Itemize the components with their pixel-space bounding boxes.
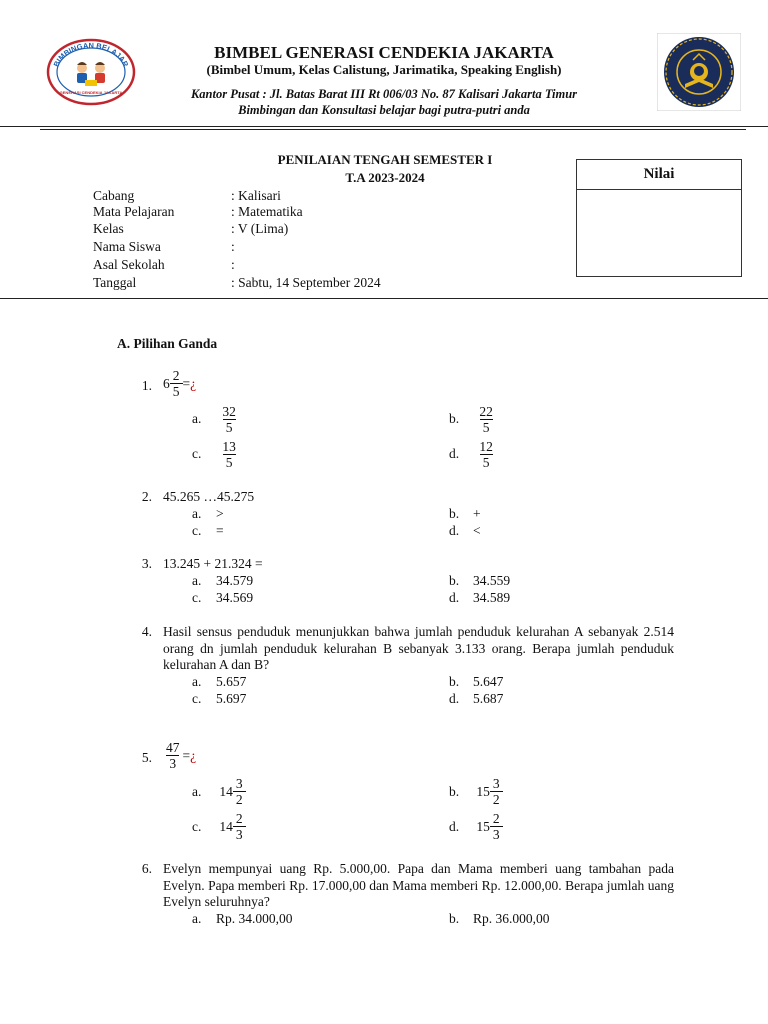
option-whole: 15 — [476, 818, 490, 834]
q6-text: Evelyn mempunyai uang Rp. 5.000,00. Papa dan Mama memberi uang tambahan pada Evelyn. Papa memberi Rp. 17.000,00 dan Mama memberi Rp. 12.000,00. Berapa jumlah uang Evelyn seluruhnya? — [163, 861, 674, 909]
option-label: c. — [192, 445, 202, 461]
score-box-label: Nilai — [577, 160, 741, 190]
q1-whole: 6 — [163, 375, 170, 391]
option-label: b. — [449, 911, 460, 926]
logo-arc-text: BIMBINGAN BELAJAR — [51, 40, 131, 69]
q3-option-a[interactable] — [192, 573, 253, 589]
q1-option-a[interactable] — [192, 404, 239, 435]
option-whole: 15 — [476, 783, 490, 799]
q1-equals: = — [182, 375, 191, 391]
q1-expression — [163, 368, 196, 399]
q5-number: 5. — [141, 750, 152, 765]
q3-text: 13.245 + 21.324 = — [163, 556, 263, 571]
option-text: + — [473, 506, 481, 521]
option-label: a. — [192, 410, 202, 426]
q1-option-c[interactable] — [192, 439, 239, 470]
option-label: b. — [449, 410, 460, 426]
option-denominator: 2 — [233, 791, 246, 807]
q1-number: 1. — [141, 378, 152, 393]
option-denominator: 5 — [480, 419, 493, 435]
option-text: < — [473, 523, 481, 538]
q2-option-a[interactable] — [192, 506, 224, 522]
option-text: 5.697 — [216, 691, 247, 706]
option-label: b. — [449, 573, 460, 588]
field-label-kelas: Kelas — [93, 221, 124, 236]
q4-number: 4. — [141, 624, 152, 639]
option-text: 5.687 — [473, 691, 504, 706]
option-numerator: 13 — [222, 439, 236, 454]
field-value-mapel: : Matematika — [231, 204, 303, 219]
option-denominator: 5 — [223, 454, 236, 470]
field-value-cabang: : Kalisari — [231, 188, 281, 203]
q1-option-b[interactable] — [449, 404, 496, 435]
option-text: 34.569 — [216, 590, 254, 605]
q5-option-c[interactable] — [192, 811, 246, 842]
option-text: 5.657 — [216, 674, 247, 689]
option-text: 34.559 — [473, 573, 511, 588]
q5-expression — [163, 740, 196, 771]
option-label: d. — [449, 691, 460, 706]
option-whole: 14 — [219, 818, 233, 834]
option-text: 34.579 — [216, 573, 254, 588]
field-label-tanggal: Tanggal — [93, 275, 137, 290]
q1-denominator: 5 — [170, 383, 183, 399]
score-box[interactable] — [576, 159, 742, 277]
option-numerator: 12 — [479, 439, 493, 454]
option-numerator: 32 — [222, 404, 236, 419]
q4-option-b[interactable] — [449, 674, 503, 690]
q3-option-c[interactable] — [192, 590, 253, 606]
option-label: d. — [449, 590, 460, 605]
option-numerator: 3 — [492, 776, 500, 791]
option-denominator: 5 — [480, 454, 493, 470]
seal-graphic — [657, 33, 741, 111]
q5-numerator: 47 — [166, 740, 180, 755]
q6-option-a[interactable] — [192, 911, 293, 927]
option-text: 34.589 — [473, 590, 511, 605]
option-label: d. — [449, 523, 460, 538]
info-divider — [0, 298, 768, 299]
q5-mark: ¿ — [190, 747, 197, 763]
field-label-sekolah: Asal Sekolah — [93, 257, 165, 272]
field-value-sekolah[interactable]: : — [231, 257, 235, 272]
option-label: b. — [449, 674, 460, 689]
section-title: A. Pilihan Ganda — [117, 336, 218, 351]
option-numerator: 3 — [235, 776, 243, 791]
q4-text: Hasil sensus penduduk menunjukkan bahwa jumlah penduduk kelurahan A sebanyak 2.514 orang dn jumlah penduduk kelurahan B sebanyak 3.133 orang. Berapa jumlah penduduk kelurahan A dan B? — [163, 624, 674, 672]
q1-mark: ¿ — [190, 375, 197, 391]
exam-title: PENILAIAN TENGAH SEMESTER I — [277, 152, 493, 167]
q2-text: 45.265 …45.275 — [163, 489, 255, 504]
institution-title: BIMBEL GENERASI CENDEKIA JAKARTA — [214, 43, 554, 62]
option-text: Rp. 36.000,00 — [473, 911, 550, 926]
option-label: c. — [192, 818, 202, 834]
q4-option-d[interactable] — [449, 691, 503, 707]
q3-number: 3. — [141, 556, 152, 571]
option-denominator: 2 — [490, 791, 503, 807]
institution-tagline: Bimbingan dan Konsultasi belajar bagi putra-putri anda — [238, 103, 530, 117]
header-divider-thin — [40, 129, 746, 130]
option-label: b. — [449, 506, 460, 521]
option-label: a. — [192, 783, 202, 799]
q4-option-a[interactable] — [192, 674, 246, 690]
field-value-tanggal: : Sabtu, 14 September 2024 — [231, 275, 381, 290]
option-whole: 14 — [219, 783, 233, 799]
q5-equals: = — [182, 747, 191, 763]
q4-option-c[interactable] — [192, 691, 246, 707]
q3-option-b[interactable] — [449, 573, 510, 589]
option-text: > — [216, 506, 224, 521]
option-label: d. — [449, 445, 460, 461]
university-seal-logo — [657, 33, 741, 111]
q6-option-b[interactable] — [449, 911, 550, 927]
option-label: d. — [449, 818, 460, 834]
option-label: a. — [192, 506, 202, 521]
field-value-nama[interactable]: : — [231, 239, 235, 254]
field-label-mapel: Mata Pelajaran — [93, 204, 175, 219]
q1-numerator: 2 — [172, 368, 180, 383]
q5-option-b[interactable] — [449, 776, 503, 807]
field-label-nama: Nama Siswa — [93, 239, 161, 254]
q2-number: 2. — [141, 489, 152, 504]
option-numerator: 22 — [479, 404, 493, 419]
logo-bottom-text: GENERASI CENDEKIA JAKARTA — [59, 90, 123, 95]
q5-option-a[interactable] — [192, 776, 246, 807]
option-denominator: 3 — [233, 826, 246, 842]
q5-option-d[interactable] — [449, 811, 503, 842]
option-label: b. — [449, 783, 460, 799]
field-label-cabang: Cabang — [93, 188, 135, 203]
q2-option-d[interactable] — [449, 523, 481, 539]
q2-option-c[interactable] — [192, 523, 224, 539]
q6-number: 6. — [141, 861, 152, 876]
option-label: c. — [192, 691, 202, 706]
exam-year: T.A 2023-2024 — [345, 170, 425, 185]
field-value-kelas: : V (Lima) — [231, 221, 289, 236]
option-label: c. — [192, 590, 202, 605]
option-numerator: 2 — [235, 811, 243, 826]
option-label: a. — [192, 573, 202, 588]
institution-subtitle: (Bimbel Umum, Kelas Calistung, Jarimatika, Speaking English) — [206, 62, 562, 77]
q1-option-d[interactable] — [449, 439, 496, 470]
option-label: c. — [192, 523, 202, 538]
q5-denominator: 3 — [166, 755, 179, 771]
header-divider — [0, 126, 768, 127]
option-label: a. — [192, 674, 202, 689]
q3-option-d[interactable] — [449, 590, 510, 606]
option-label: a. — [192, 911, 202, 926]
option-text: Rp. 34.000,00 — [216, 911, 293, 926]
option-denominator: 3 — [490, 826, 503, 842]
option-text: 5.647 — [473, 674, 504, 689]
option-text: = — [216, 523, 224, 538]
institution-address: Kantor Pusat : Jl. Batas Barat III Rt 006/03 No. 87 Kalisari Jakarta Timur — [190, 87, 578, 101]
q2-option-b[interactable] — [449, 506, 481, 522]
option-denominator: 5 — [223, 419, 236, 435]
option-numerator: 2 — [492, 811, 500, 826]
